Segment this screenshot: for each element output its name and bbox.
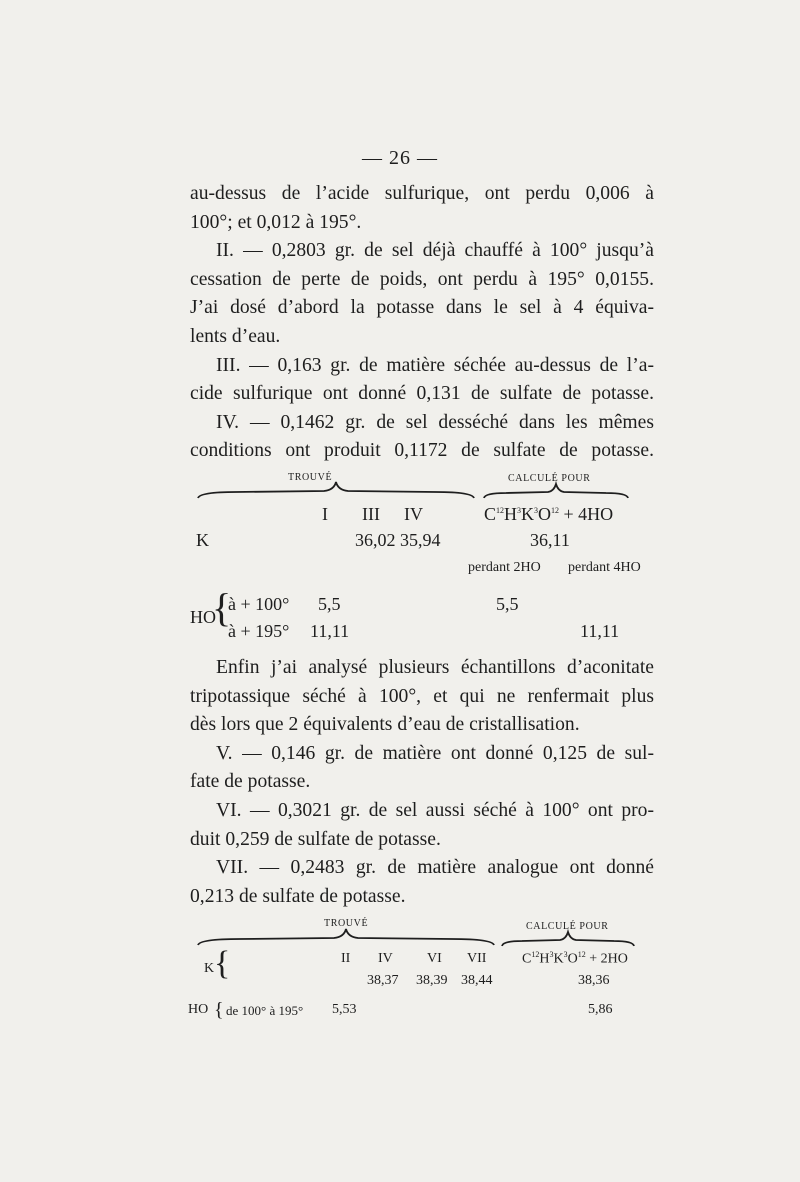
- row-k-value-vi: 38,39: [416, 973, 448, 988]
- col-IV: IV: [404, 504, 423, 524]
- row-ho-calc: 5,86: [588, 1002, 613, 1017]
- brace-found: [196, 925, 496, 949]
- row-k-values: 36,02 35,94: [355, 530, 441, 550]
- paragraph-4: [190, 409, 654, 466]
- row-ho-b-found: 11,11: [310, 621, 350, 641]
- brace-calculated: [482, 480, 630, 502]
- line: duit 0,259 de sulfate de potasse.: [190, 828, 441, 850]
- page-number: — 26 —: [362, 147, 438, 169]
- paragraph-8: [190, 854, 654, 911]
- col-IV: IV: [378, 951, 393, 966]
- paragraph-6: [190, 740, 654, 797]
- col-III: III: [362, 504, 380, 524]
- header-calculated: CALCULÉ POUR: [526, 921, 609, 932]
- line: VII. — 0,2483 gr. de matière analogue ont donné: [216, 857, 654, 879]
- losing-4ho: perdant 4HO: [568, 560, 641, 575]
- line: V. — 0,146 gr. de matière ont donné 0,125 de sul-: [216, 742, 654, 764]
- row-k-label: K: [204, 961, 215, 976]
- body-text-upper: [190, 180, 654, 466]
- col-I: I: [322, 504, 328, 524]
- formula-4ho: $C^{12}H^3K^3O^{12} + 4HO$: [484, 504, 614, 524]
- row-ho-range: de 100° à 195°: [226, 1003, 304, 1018]
- row-ho-label: HO: [190, 607, 216, 627]
- header-found: TROUVÉ: [324, 918, 369, 929]
- line: Enfin j’ai analysé plusieurs échantillons d’aconitate: [216, 657, 654, 678]
- paragraph-2: [190, 237, 654, 351]
- row-ho-a-found: 5,5: [318, 594, 341, 614]
- row-k-value-vii: 38,44: [461, 973, 493, 988]
- brace-found: [196, 478, 476, 502]
- body-text-lower: [190, 654, 654, 911]
- paragraph-7: [190, 797, 654, 854]
- row-ho-b: à + 195°: [228, 621, 290, 641]
- col-II: II: [341, 951, 351, 966]
- line: III. — 0,163 gr. de matière séchée au-dessus de l’a-: [216, 354, 654, 376]
- line: conditions ont produit 0,1172 de sulfate de potasse.: [190, 440, 654, 462]
- line: dès lors que 2 équivalents d’eau de cristallisation.: [190, 714, 580, 736]
- col-VII: VII: [467, 951, 487, 966]
- paragraph-3: [190, 352, 654, 409]
- row-k-label: K: [196, 530, 209, 550]
- row-ho-b-calc: 11,11: [580, 621, 620, 641]
- line: J’ai dosé d’abord la potasse dans le sel à 4 équiva-: [190, 297, 654, 319]
- line: cide sulfurique ont donné 0,131 de sulfate de potasse.: [190, 383, 654, 405]
- brace-k: {: [214, 945, 231, 982]
- row-k-value-iv: 38,37: [367, 973, 399, 988]
- line: lents d’eau.: [190, 325, 281, 347]
- line: 0,213 de sulfate de potasse.: [190, 885, 406, 907]
- line: fate de potasse.: [190, 771, 311, 793]
- paragraph-1: [190, 180, 654, 237]
- header-found: TROUVÉ: [288, 472, 333, 483]
- row-k-calc: 36,11: [530, 530, 570, 550]
- row-k-calc: 38,36: [578, 973, 610, 988]
- line: 100°; et 0,012 à 195°.: [190, 211, 362, 233]
- row-ho-found: 5,53: [332, 1002, 357, 1017]
- row-ho-a: à + 100°: [228, 594, 290, 614]
- line: VI. — 0,3021 gr. de sel aussi séché à 100° ont pro-: [216, 799, 654, 821]
- losing-2ho: perdant 2HO: [468, 560, 541, 575]
- brace-ho: {: [214, 999, 224, 1021]
- formula-2ho: $C^{12}H^3K^3O^{12} + 2HO$: [522, 950, 628, 967]
- paragraph-5: [190, 654, 654, 740]
- line: cessation de perte de poids, ont perdu à 195° 0,0155.: [190, 268, 654, 290]
- header-calculated: CALCULÉ POUR: [508, 473, 591, 484]
- row-ho-label: HO: [188, 1002, 209, 1017]
- brace-ho: {: [212, 585, 232, 630]
- brace-calculated: [500, 928, 636, 950]
- line: IV. — 0,1462 gr. de sel desséché dans les mêmes: [216, 411, 654, 433]
- line: II. — 0,2803 gr. de sel déjà chauffé à 100° jusqu’à: [216, 240, 654, 262]
- line: au-dessus de l’acide sulfurique, ont perdu 0,006 à: [190, 183, 654, 204]
- col-VI: VI: [427, 951, 442, 966]
- line: tripotassique séché à 100°, et qui ne renfermait plus: [190, 685, 654, 707]
- row-ho-a-calc: 5,5: [496, 594, 519, 614]
